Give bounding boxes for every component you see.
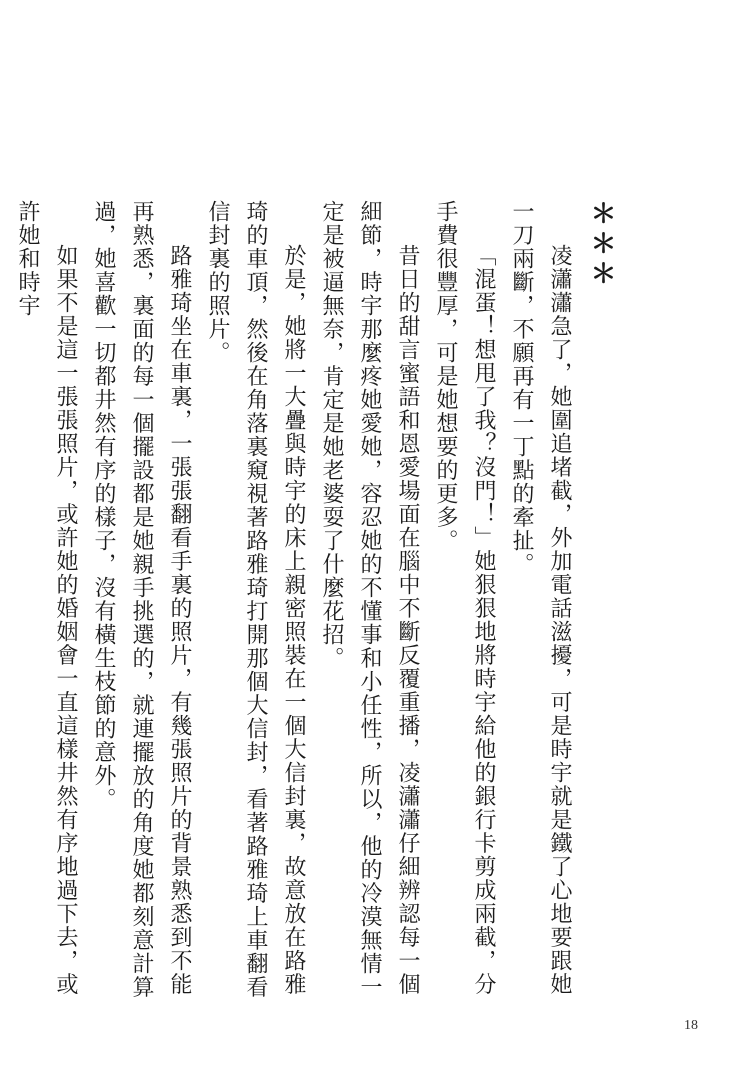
paragraph: 凌瀟瀟急了，她圍追堵截，外加電話滋擾，可是時宇就是鐵了心地要跟她一刀兩斷，不願再有一丁點的牽扯。 [509, 200, 572, 996]
paragraph: 「混蛋！想甩了我？沒門！」她狠狠地將時宇給他的銀行卡剪成兩截，分手費很豐厚，可是她想要的更多。 [433, 200, 496, 996]
page-number: 18 [684, 1018, 698, 1033]
paragraph: 路雅琦坐在車裏，一張張翻看手裏的照片，有幾張照片的背景熟悉到不能再熟悉，裏面的每一個擺設都是她親手挑選的，就連擺放的角度她都刻意計算過，她喜歡一切都井然有序的樣子，沒有橫生枝節的意外。 [91, 200, 192, 999]
paragraph: 於是，她將一大疊與時宇的床上親密照裝在一個大信封裏，故意放在路雅琦的車頂，然後在角落裏窺視著路雅琦打開那個大信封，看著路雅琦上車翻看信封裏的照片。 [205, 200, 306, 999]
vertical-text-body [8, 200, 620, 1000]
paragraph: 如果不是這一張張照片，或許她的婚姻會一直這樣井然有序地過下去，或許她和時宇 [15, 200, 78, 996]
paragraph: 昔日的甜言蜜語和恩愛場面在腦中不斷反覆重播，凌瀟瀟仔細辨認每一個細節，時宇那麼疼她愛她，容忍她的不懂事和小任性，所以，他的冷漠無情一定是被逼無奈，肯定是她老婆耍了什麼花招。 [319, 200, 420, 999]
section-separator: ＊＊＊ [586, 200, 616, 290]
